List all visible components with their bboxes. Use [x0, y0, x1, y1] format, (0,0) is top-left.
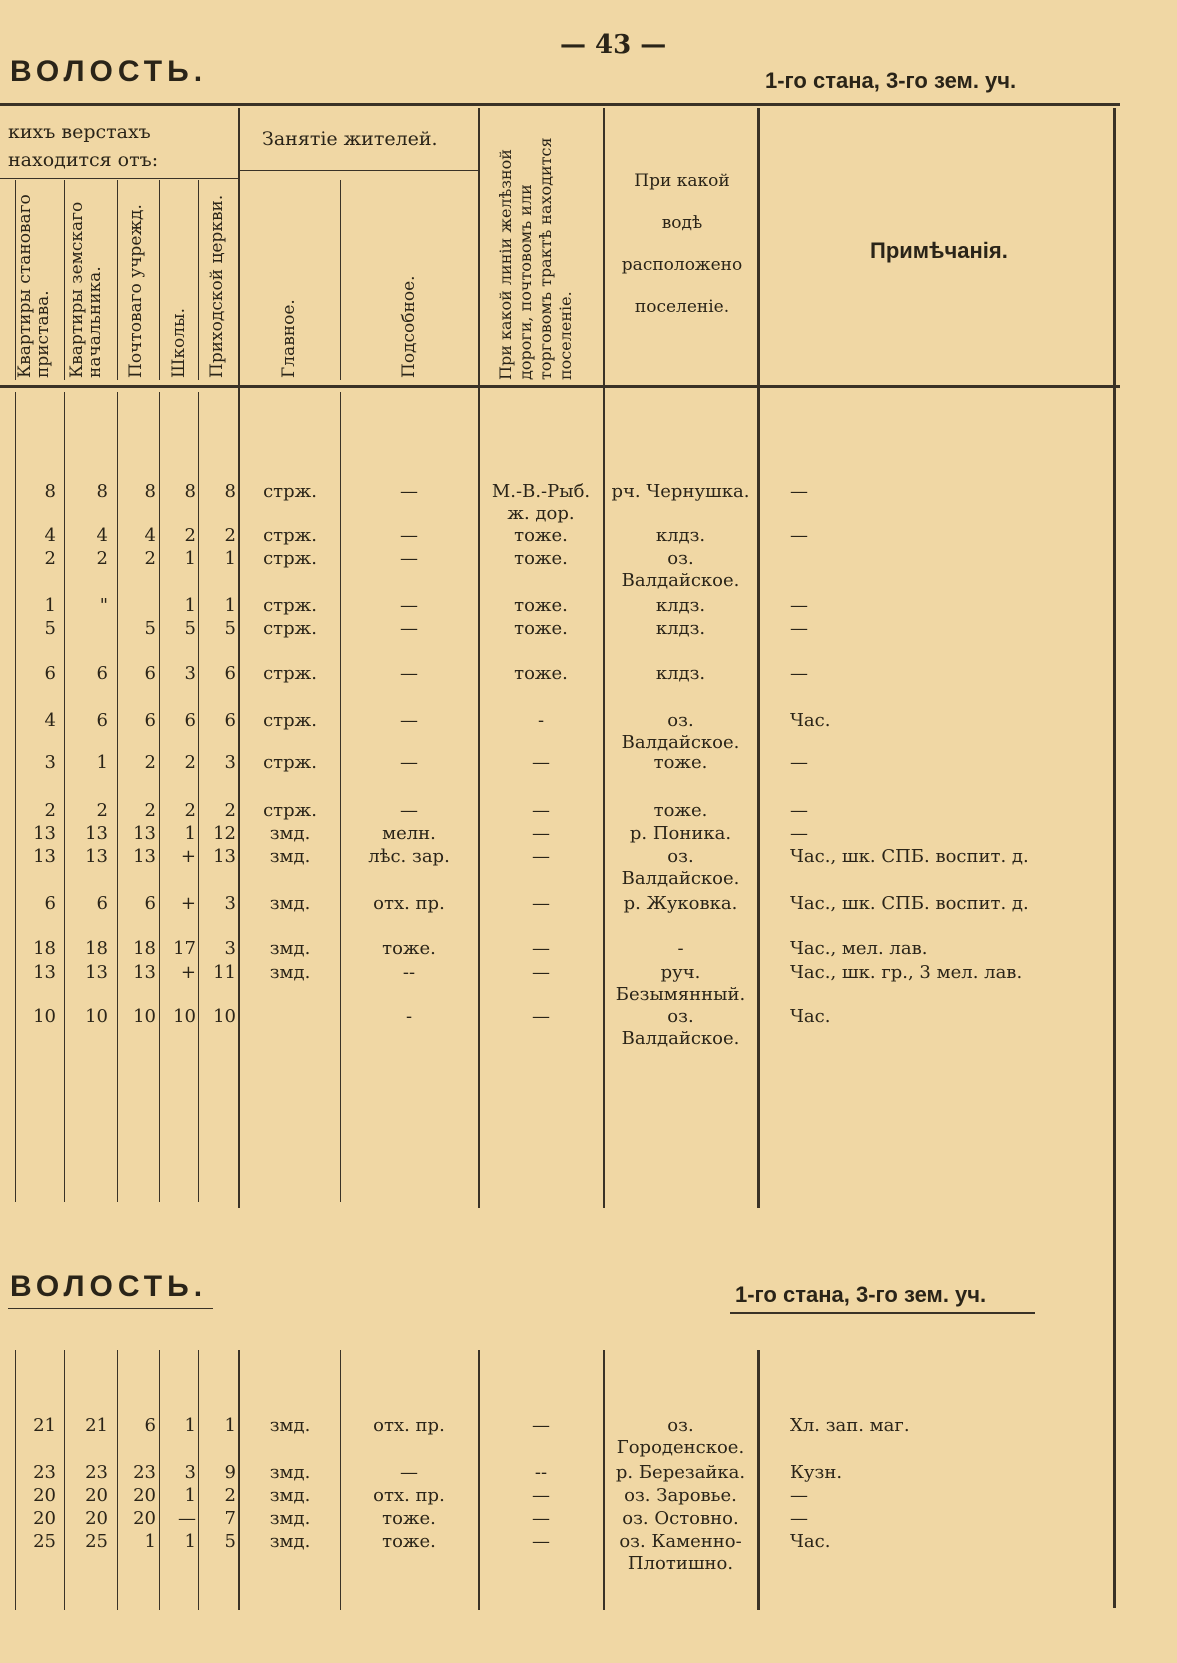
table-cell-e: 10	[213, 1006, 236, 1027]
table-cell-a: 20	[33, 1508, 56, 1529]
table-cell-c: 6	[144, 893, 156, 914]
table-cell-c: 8	[144, 481, 156, 502]
table-cell-d: 5	[184, 618, 196, 639]
table-cell-a: 4	[44, 710, 56, 731]
table-cell-main: стрж.	[263, 525, 317, 546]
table-cell-main: змд.	[269, 846, 311, 867]
table-cell-b: 2	[96, 800, 108, 821]
table-cell-c: 5	[144, 618, 156, 639]
table-cell-b: 1	[96, 752, 108, 773]
table-cell-b: 8	[96, 481, 108, 502]
col-header-notes: Примѣчанія.	[870, 238, 1008, 263]
table-cell-e: 3	[224, 752, 236, 773]
table-cell-b: 23	[85, 1462, 108, 1483]
table-cell-c: 4	[144, 525, 156, 546]
table-cell-main: стрж.	[263, 595, 317, 616]
table-cell-a: 13	[33, 846, 56, 867]
table-cell-e: 13	[213, 846, 236, 867]
table-cell-water: тоже.	[653, 752, 708, 773]
table-cell-e: 2	[224, 800, 236, 821]
table-cell-road: --	[534, 1462, 548, 1483]
table-cell-water: р. Жуковка.	[623, 893, 738, 914]
table-cell-d: 6	[184, 710, 196, 731]
table-cell-aux: —	[400, 800, 418, 821]
table-cell-main: змд.	[269, 962, 311, 983]
table-cell-e: 6	[224, 663, 236, 684]
col-header-road: При какой линіи желѣзной дороги, почтовомъ или торговомъ трактѣ находится поселеніе.	[496, 137, 575, 380]
table-cell-main: стрж.	[263, 800, 317, 821]
table-cell-b: 6	[96, 663, 108, 684]
table-cell-notes: —	[790, 481, 808, 502]
table-cell-e: 12	[213, 823, 236, 844]
table-cell-b: 6	[96, 710, 108, 731]
table-cell-aux: —	[400, 618, 418, 639]
table-cell-a: 8	[44, 481, 56, 502]
table-cell-notes: —	[790, 595, 808, 616]
table-cell-main: стрж.	[263, 548, 317, 569]
table-cell-a: 18	[33, 938, 56, 959]
distance-group-header: кихъ верстахъ находится отъ:	[8, 121, 159, 171]
table-cell-d: +	[180, 846, 196, 867]
table-cell-road: тоже.	[514, 618, 568, 639]
table-cell-e: 11	[213, 962, 236, 983]
table-cell-road: тоже.	[514, 548, 568, 569]
table-cell-main: стрж.	[263, 481, 317, 502]
table-cell-a: 5	[44, 618, 56, 639]
table-cell-d: 3	[184, 1462, 196, 1483]
table-cell-d: 17	[173, 938, 196, 959]
table-cell-a: 10	[33, 1006, 56, 1027]
table-cell-e: 6	[224, 710, 236, 731]
table-cell-main: стрж.	[263, 663, 317, 684]
table-cell-main: стрж.	[263, 618, 317, 639]
table-cell-d: 1	[184, 1415, 196, 1436]
table-cell-water: оз. Валдайское.	[621, 710, 740, 753]
col-header-post: Почтоваго учрежд.	[126, 204, 146, 378]
table-cell-b: 21	[85, 1415, 108, 1436]
table-cell-e: 5	[224, 618, 236, 639]
occupation-underline	[240, 170, 478, 171]
col-header-aux: Подсобное.	[399, 275, 419, 378]
table-cell-d: 2	[184, 800, 196, 821]
table-cell-road: —	[532, 752, 550, 773]
table-cell-c: 2	[144, 548, 156, 569]
table-cell-notes: Час.	[790, 1531, 831, 1552]
table-cell-main: змд.	[269, 1415, 311, 1436]
table-cell-b: 10	[85, 1006, 108, 1027]
table-cell-e: 7	[224, 1508, 236, 1529]
table-cell-c: 2	[144, 752, 156, 773]
table-cell-aux: тоже.	[382, 1531, 436, 1552]
table-cell-aux: тоже.	[382, 1508, 436, 1529]
table-cell-road: —	[532, 823, 550, 844]
table-cell-e: 5	[224, 1531, 236, 1552]
table-cell-d: —	[178, 1508, 196, 1529]
table-cell-water: р. Поника.	[629, 823, 732, 844]
table-cell-main: стрж.	[263, 752, 317, 773]
table-cell-road: —	[532, 846, 550, 867]
table-cell-e: 2	[224, 525, 236, 546]
table-cell-b: 13	[85, 823, 108, 844]
table-cell-main: змд.	[269, 1531, 311, 1552]
table-cell-road: —	[532, 1485, 550, 1506]
table-cell-notes: —	[790, 663, 808, 684]
table-cell-e: 1	[224, 548, 236, 569]
header-bottom-rule	[0, 385, 1120, 388]
table-cell-notes: Час., шк. СПБ. воспит. д.	[790, 893, 1029, 914]
col-header-zemsky: Квартиры земскаго начальника.	[67, 201, 105, 378]
table-cell-d: 8	[184, 481, 196, 502]
col-header-main: Главное.	[279, 299, 299, 378]
table-cell-a: 25	[33, 1531, 56, 1552]
table-cell-main: стрж.	[263, 710, 317, 731]
table-cell-b: "	[99, 595, 108, 616]
table-cell-e: 3	[224, 893, 236, 914]
table-cell-notes: —	[790, 525, 808, 546]
table-cell-road: —	[532, 1508, 550, 1529]
table-cell-notes: Час., мел. лав.	[790, 938, 928, 959]
table-cell-e: 2	[224, 1485, 236, 1506]
table-cell-c: 13	[133, 823, 156, 844]
table-cell-b: 25	[85, 1531, 108, 1552]
table-cell-c: 13	[133, 962, 156, 983]
table-cell-road: тоже.	[514, 525, 568, 546]
table-cell-aux: -	[405, 1006, 413, 1027]
table-cell-c: 6	[144, 1415, 156, 1436]
table-cell-water: клдз.	[655, 663, 706, 684]
table-cell-road: —	[532, 1415, 550, 1436]
table-cell-water: оз. Остовно.	[622, 1508, 739, 1529]
table-cell-water: клдз.	[655, 525, 706, 546]
table-cell-water: р. Березайка.	[615, 1462, 746, 1483]
table-cell-c: 10	[133, 1006, 156, 1027]
table-cell-b: 2	[96, 548, 108, 569]
table-cell-notes: —	[790, 618, 808, 639]
table-cell-aux: тоже.	[382, 938, 436, 959]
table-cell-d: 1	[184, 1531, 196, 1552]
table-cell-water: оз. Валдайское.	[621, 1006, 740, 1049]
table-cell-main: змд.	[269, 823, 311, 844]
table-cell-road: тоже.	[514, 595, 568, 616]
table-cell-d: 2	[184, 752, 196, 773]
table-cell-d: 3	[184, 663, 196, 684]
table-cell-aux: —	[400, 752, 418, 773]
table-cell-aux: —	[400, 595, 418, 616]
table-cell-a: 20	[33, 1485, 56, 1506]
table-cell-a: 2	[44, 800, 56, 821]
table-cell-notes: —	[790, 800, 808, 821]
table-cell-road: —	[532, 800, 550, 821]
table-cell-aux: мелн.	[382, 823, 436, 844]
table-cell-road: —	[532, 938, 550, 959]
table-cell-aux: —	[400, 1462, 418, 1483]
table-cell-notes: Час.	[790, 1006, 831, 1027]
page-number: — 43 —	[560, 30, 667, 60]
table-cell-b: 20	[85, 1485, 108, 1506]
table-cell-a: 13	[33, 962, 56, 983]
section-title: ВОЛОСТЬ.	[10, 55, 208, 88]
table-cell-c: 1	[144, 1531, 156, 1552]
table-cell-d: +	[180, 893, 196, 914]
table-cell-main: змд.	[269, 893, 311, 914]
table-cell-water: оз. Городенское.	[616, 1415, 745, 1458]
table-cell-d: 1	[184, 595, 196, 616]
table-cell-water: -	[677, 938, 684, 959]
district-label-2: 1-го стана, 3-го зем. уч.	[735, 1282, 987, 1307]
table-cell-water: руч. Безымянный.	[615, 962, 746, 1005]
table-cell-aux: лѣс. зар.	[368, 846, 450, 867]
table-cell-b: 18	[85, 938, 108, 959]
table-cell-c: 6	[144, 663, 156, 684]
col-header-church: Приходской церкви.	[207, 194, 227, 378]
section-title-2: ВОЛОСТЬ.	[10, 1270, 208, 1303]
table-cell-b: 13	[85, 962, 108, 983]
table-cell-b: 4	[96, 525, 108, 546]
table-cell-b: 20	[85, 1508, 108, 1529]
table-cell-a: 6	[44, 663, 56, 684]
table-cell-c: 20	[133, 1485, 156, 1506]
table-cell-aux: —	[400, 710, 418, 731]
table-cell-a: 1	[44, 595, 56, 616]
table-cell-notes: Кузн.	[790, 1462, 843, 1483]
table-cell-d: 2	[184, 525, 196, 546]
table-cell-b: 6	[96, 893, 108, 914]
table-top-rule	[0, 103, 1120, 106]
table-cell-notes: Час., шк. СПБ. воспит. д.	[790, 846, 1029, 867]
table-cell-e: 9	[224, 1462, 236, 1483]
table-cell-c: 13	[133, 846, 156, 867]
table-cell-a: 4	[44, 525, 56, 546]
table-cell-e: 8	[224, 481, 236, 502]
table-cell-main: змд.	[269, 938, 311, 959]
table-cell-aux: отх. пр.	[373, 1485, 445, 1506]
table-cell-water: оз. Заровье.	[624, 1485, 737, 1506]
table-cell-a: 2	[44, 548, 56, 569]
table-cell-road: М.-В.-Рыб. ж. дор.	[491, 481, 591, 524]
table-cell-main: змд.	[269, 1462, 311, 1483]
table-cell-water: клдз.	[655, 618, 706, 639]
table-cell-c: 23	[133, 1462, 156, 1483]
table-cell-notes: —	[790, 823, 808, 844]
table-cell-notes: Хл. зап. маг.	[790, 1415, 910, 1436]
table-cell-water: оз. Валдайское.	[621, 548, 740, 591]
col-header-stanovoy: Квартиры становаго пристава.	[15, 194, 53, 378]
table-cell-aux: отх. пр.	[373, 1415, 445, 1436]
table-cell-aux: —	[400, 481, 418, 502]
table-cell-notes: —	[790, 1485, 808, 1506]
table-cell-c: 18	[133, 938, 156, 959]
table-cell-notes: Час.	[790, 710, 831, 731]
table-cell-water: тоже.	[653, 800, 708, 821]
table-cell-road: —	[532, 962, 550, 983]
table-cell-notes: —	[790, 752, 808, 773]
table-cell-c: 20	[133, 1508, 156, 1529]
table-cell-a: 21	[33, 1415, 56, 1436]
table-cell-main: змд.	[269, 1485, 311, 1506]
table-cell-d: 1	[184, 823, 196, 844]
table-cell-a: 6	[44, 893, 56, 914]
table-cell-water: клдз.	[655, 595, 706, 616]
district-label: 1-го стана, 3-го зем. уч.	[765, 68, 1017, 93]
table-cell-c: 2	[144, 800, 156, 821]
table-cell-road: тоже.	[514, 663, 568, 684]
table-cell-road: —	[532, 893, 550, 914]
table-cell-aux: отх. пр.	[373, 893, 445, 914]
table-cell-a: 3	[44, 752, 56, 773]
table-cell-notes: —	[790, 1508, 808, 1529]
table-cell-e: 3	[224, 938, 236, 959]
col-header-water: При какой водѣ расположено поселеніе.	[621, 171, 743, 317]
table-cell-aux: —	[400, 548, 418, 569]
table-cell-c: 6	[144, 710, 156, 731]
table-cell-b: 13	[85, 846, 108, 867]
table-cell-notes: Час., шк. гр., 3 мел. лав.	[790, 962, 1023, 983]
table-cell-d: +	[180, 962, 196, 983]
table-cell-water: оз. Валдайское.	[621, 846, 740, 889]
table-cell-aux: --	[402, 962, 416, 983]
table-cell-d: 1	[184, 1485, 196, 1506]
table-cell-water: оз. Каменно-Плотишно.	[619, 1531, 742, 1574]
occupation-group-header: Занятіе жителей.	[262, 128, 438, 150]
table-cell-road: —	[532, 1006, 550, 1027]
table-cell-e: 1	[224, 595, 236, 616]
col-header-school: Школы.	[169, 308, 189, 378]
table-cell-a: 23	[33, 1462, 56, 1483]
table-cell-road: —	[532, 1531, 550, 1552]
table-cell-water: рч. Чернушка.	[611, 481, 750, 502]
table-cell-road: -	[537, 710, 545, 731]
table-cell-e: 1	[224, 1415, 236, 1436]
table-cell-d: 1	[184, 548, 196, 569]
table-cell-d: 10	[173, 1006, 196, 1027]
table-cell-a: 13	[33, 823, 56, 844]
table-cell-aux: —	[400, 525, 418, 546]
table-cell-main: змд.	[269, 1508, 311, 1529]
table-cell-aux: —	[400, 663, 418, 684]
